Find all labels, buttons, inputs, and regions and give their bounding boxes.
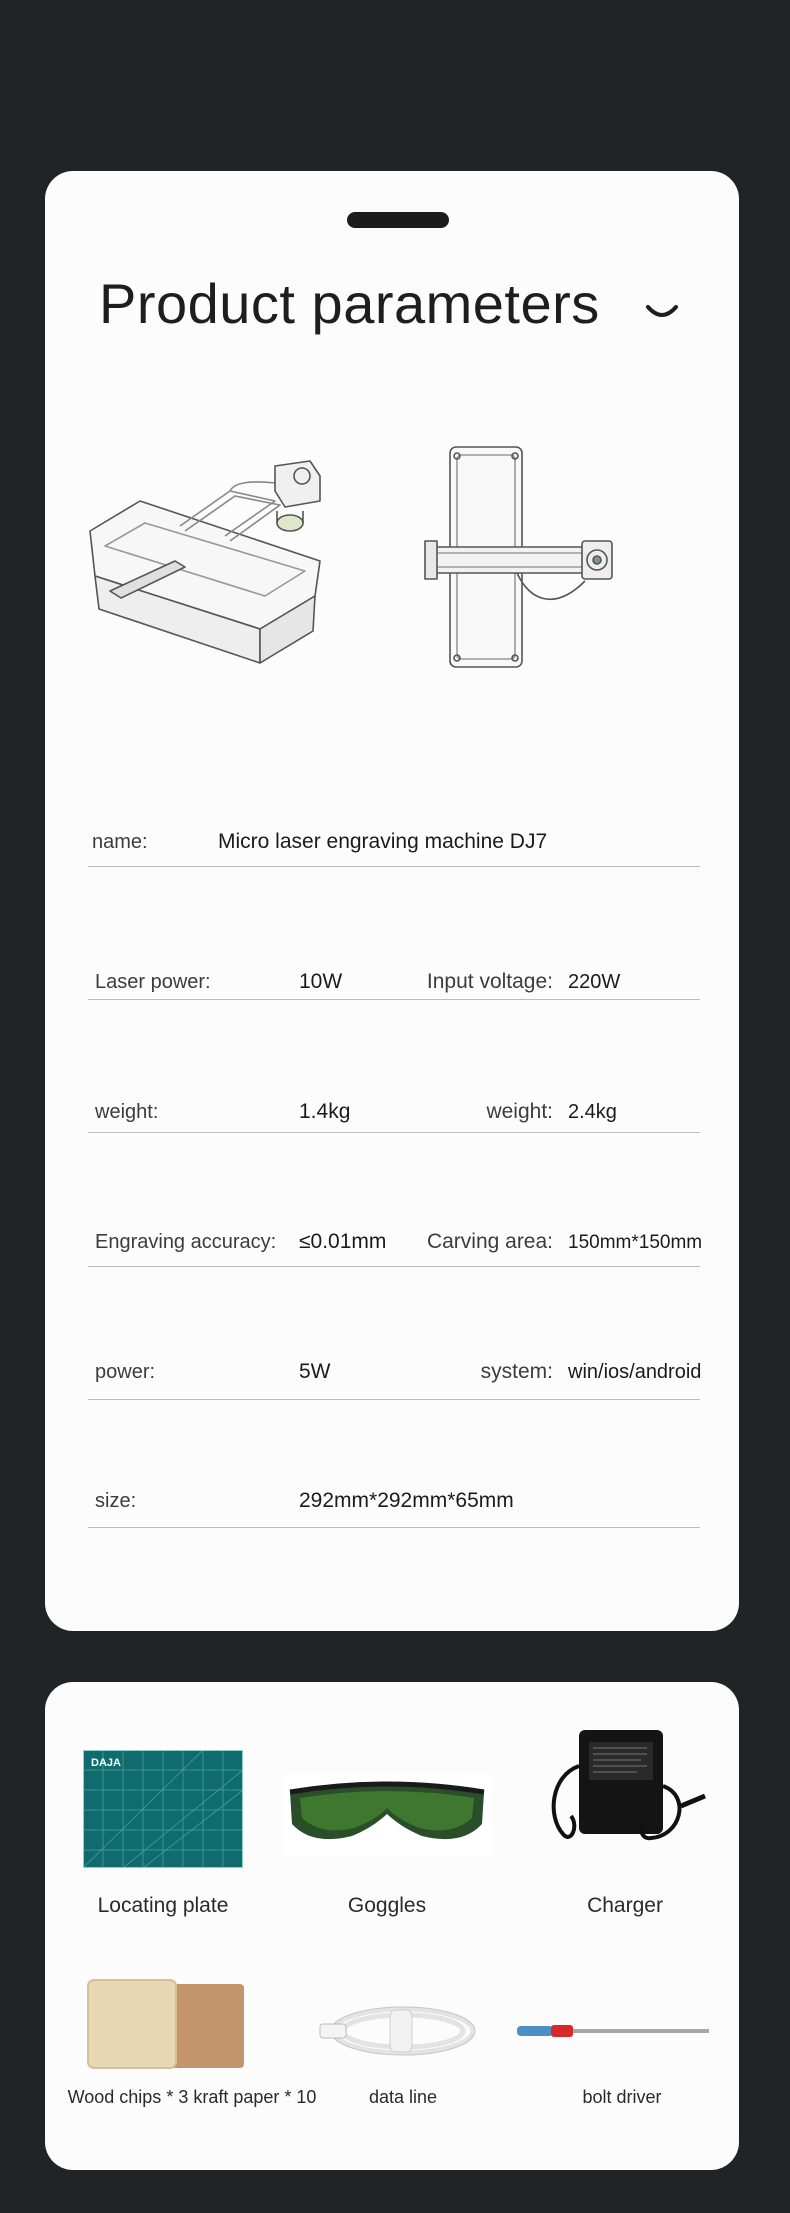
row-divider xyxy=(88,1399,700,1400)
row-divider xyxy=(88,1266,700,1267)
accessory-name: Charger xyxy=(587,1894,663,1917)
name-value: Micro laser engraving machine DJ7 xyxy=(218,830,548,853)
accessory-name: Goggles xyxy=(347,1894,427,1917)
size-label: size: xyxy=(95,1490,137,1512)
laser-power-value: 10W xyxy=(299,970,343,993)
row-divider xyxy=(88,1132,700,1133)
power-value: 5W xyxy=(299,1360,331,1383)
row-divider xyxy=(88,999,700,1000)
name-label: name: xyxy=(92,831,148,853)
gross-weight-value: 2.4kg xyxy=(568,1101,617,1123)
accessory-name: data line xyxy=(368,2087,438,2107)
engraving-accuracy-label: Engraving accuracy: xyxy=(95,1231,277,1253)
accessory-name: Wood chips * 3 kraft paper * 10 xyxy=(67,2087,317,2107)
net-weight-value: 1.4kg xyxy=(299,1100,351,1123)
gross-weight-label: weight: xyxy=(486,1100,553,1123)
input-voltage-label: Input voltage: xyxy=(426,970,553,993)
row-divider xyxy=(88,1527,700,1528)
accessory-name: bolt driver xyxy=(582,2087,662,2107)
input-voltage-value: 220W xyxy=(568,971,621,993)
laser-engraver-illustration xyxy=(85,441,705,741)
system-label: system: xyxy=(480,1360,553,1383)
chevron-down-icon[interactable] xyxy=(645,303,679,321)
accessory-name: Locating plate xyxy=(97,1894,229,1917)
screwdriver-image xyxy=(513,2020,713,2042)
page-title: Product parameters xyxy=(99,272,600,335)
usb-cable-image xyxy=(318,2000,488,2062)
power-label: power: xyxy=(95,1361,156,1383)
drag-handle[interactable] xyxy=(347,212,449,228)
carving-area-label: Carving area: xyxy=(426,1230,553,1253)
laser-power-label: Laser power: xyxy=(95,971,211,993)
row-divider xyxy=(88,866,700,867)
accessories-card xyxy=(45,1682,739,2170)
size-value: 292mm*292mm*65mm xyxy=(299,1489,514,1512)
system-value: win/ios/android xyxy=(568,1361,702,1383)
net-weight-label: weight: xyxy=(95,1101,159,1123)
engraving-accuracy-value: ≤0.01mm xyxy=(299,1230,387,1253)
cutting-mat-image xyxy=(83,1750,243,1868)
safety-goggles-image xyxy=(282,1774,492,1856)
carving-area-value: 150mm*150mm xyxy=(568,1232,703,1253)
product-parameters-card xyxy=(45,171,739,1631)
mat-brand-logo: DAJA xyxy=(91,1757,121,1769)
wood-chips-image xyxy=(86,1978,246,2070)
power-adapter-image xyxy=(541,1726,711,1856)
